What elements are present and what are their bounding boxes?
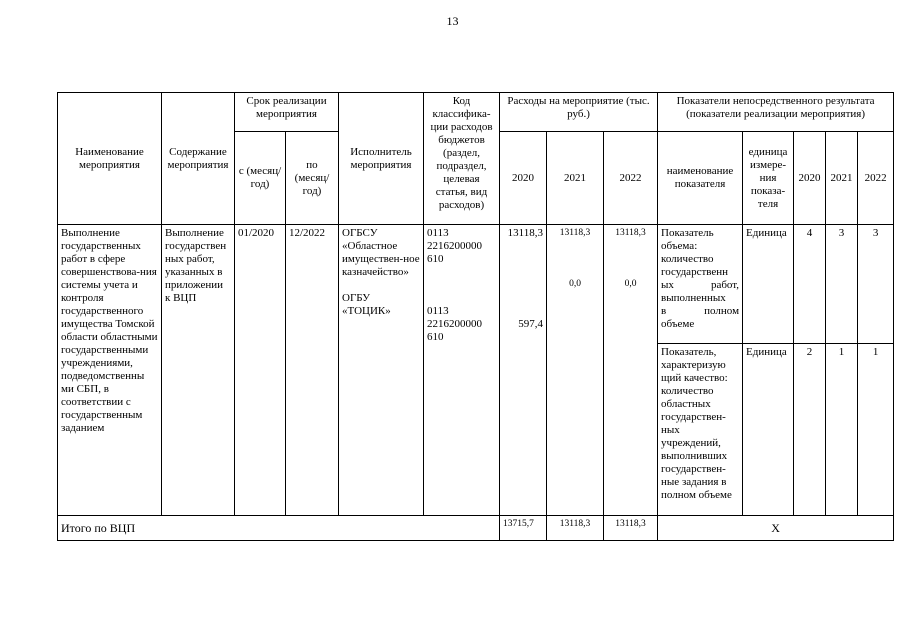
spacer [427,266,496,305]
indicator-1-name-line: ых работ, [661,279,740,291]
expense-2022-2: 0,0 [624,279,637,289]
header-indicator-unit: единица измере-ния показа-теля [743,132,794,225]
header-code: Код классифика-ции расходов бюджетов (раздел, подраздел, целевая статья, вид расходов) [424,93,500,225]
total-row [58,516,894,541]
activity-name: Выполнение государственных работ в сфере совершенствова-ния системы учета и контроля государственного имущества Томской области областными государственными учреждениями, подведомственны ми СБП, в соответствии с государственным заданием [58,225,162,516]
page-number: 13 [446,14,459,28]
header-year-2022: 2022 [604,132,658,225]
indicator-1-2021: 3 [826,225,858,344]
executor-1: ОГБСУ «Областное имуществен-ное казначейство» [342,227,420,278]
spacer [607,240,654,278]
indicator-1-name-line: объеме [661,318,695,330]
header-indicator-name: наименование показателя [658,132,743,225]
header-row-1 [58,93,894,132]
indicator-1-name [658,225,743,344]
total-label: Итого по ВЦП [58,516,500,541]
code-2: 0113 2216200000 610 [427,305,482,343]
expense-2021-1: 13118,3 [559,228,591,238]
total-2021: 13118,3 [547,516,604,541]
header-ind-2022: 2022 [858,132,894,225]
activity-content: Выполнение государствен ных работ, указанных в приложении к ВЦП [162,225,235,516]
activity-from: 01/2020 [235,225,286,516]
total-mark: X [658,516,894,541]
indicator-1-2020: 4 [794,225,826,344]
header-period-to: по (месяц/ год) [286,132,339,225]
table-row [58,225,894,344]
expense-2020-2: 597,4 [518,318,543,330]
indicator-2-name: Показатель, характеризую щий качество: количество областных государствен-ных учреждений, выполнивших государствен-ные задания в полном объеме [658,343,743,515]
spacer [503,240,543,318]
spacer [550,240,600,278]
indicator-1-name-line: выполненных [661,292,726,304]
header-ind-2020: 2020 [794,132,826,225]
indicator-1-name-line: в полном [661,305,740,317]
indicator-1-2022: 3 [858,225,894,344]
codes-cell [424,225,500,516]
header-expenses: Расходы на мероприятие (тыс. руб.) [500,93,658,132]
header-year-2020: 2020 [500,132,547,225]
header-year-2021: 2021 [547,132,604,225]
code-1: 0113 2216200000 610 [427,227,482,265]
indicator-1-unit: Единица [743,225,794,344]
expense-2020-1: 13118,3 [507,227,543,239]
executors-cell [339,225,424,516]
expense-2022-1: 13118,3 [615,228,646,238]
header-name: Наименование мероприятия [58,93,162,225]
header-executor: Исполнитель мероприятия [339,93,424,225]
header-ind-2021: 2021 [826,132,858,225]
expense-2020-cell [500,225,547,516]
indicator-2-unit: Единица [743,343,794,515]
total-2022: 13118,3 [604,516,658,541]
expense-2022-cell [604,225,658,516]
header-period: Срок реализации мероприятия [235,93,339,132]
spacer [342,279,420,292]
expense-2021-2: 0,0 [569,279,581,289]
header-indicators: Показатели непосредственного результата (показатели реализации мероприятия) [658,93,894,132]
executor-2: ОГБУ «ТОЦИК» [342,292,391,317]
indicator-1-name-line: Показатель объема: количество государственн [661,227,729,278]
expense-2021-cell [547,225,604,516]
activity-to: 12/2022 [286,225,339,516]
activity-table [57,92,894,541]
indicator-2-2021: 1 [826,343,858,515]
total-2020: 13715,7 [500,516,547,541]
header-content: Содержание мероприятия [162,93,235,225]
header-period-from: с (месяц/ год) [235,132,286,225]
indicator-2-2022: 1 [858,343,894,515]
indicator-2-2020: 2 [794,343,826,515]
